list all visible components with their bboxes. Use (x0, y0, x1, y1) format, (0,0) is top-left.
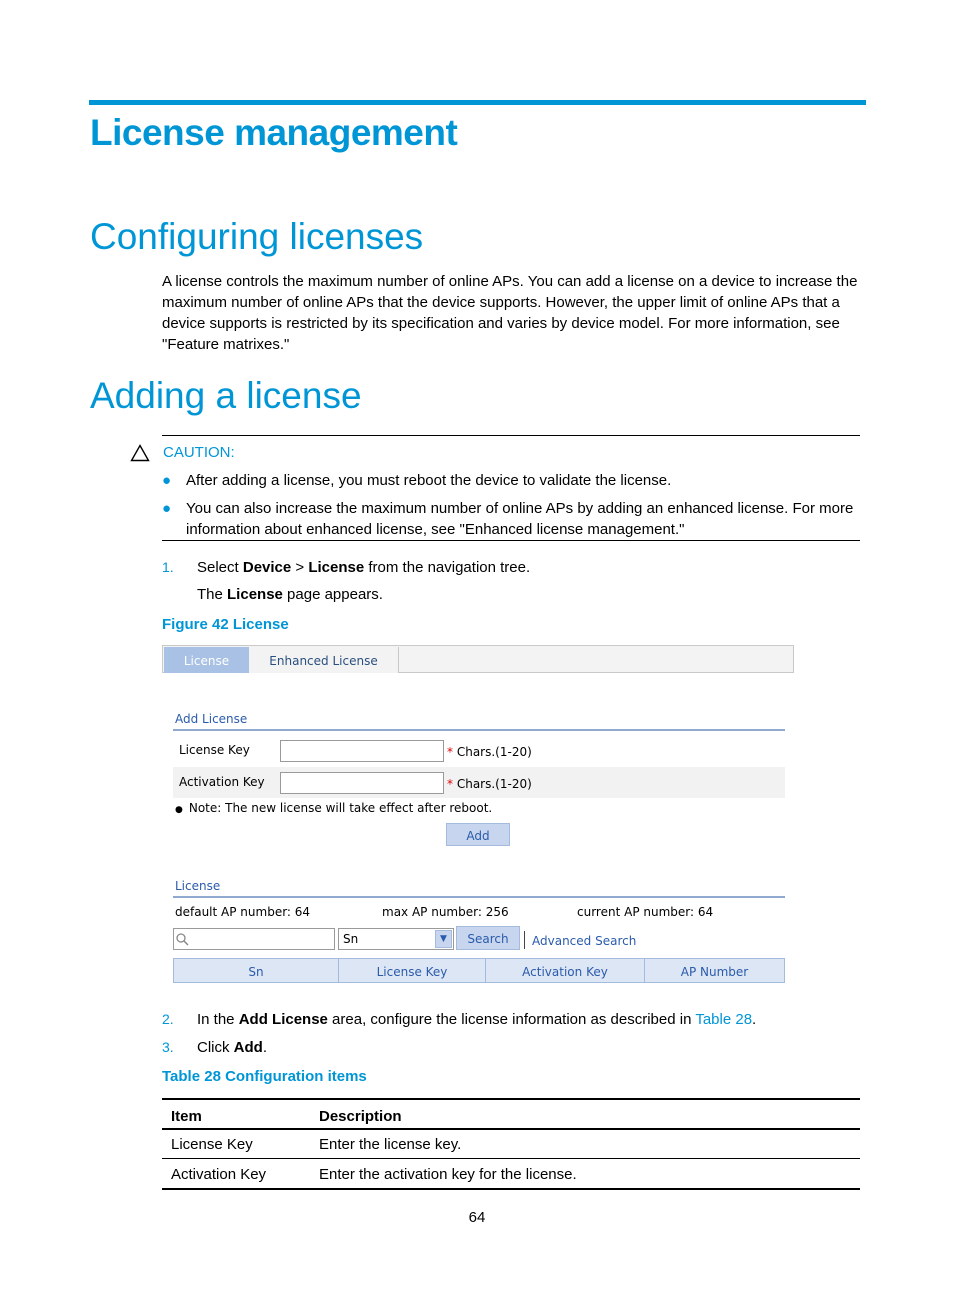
step-text-part: from the navigation tree. (364, 559, 531, 576)
caution-bullet (162, 470, 862, 491)
reboot-note (175, 801, 492, 815)
column-sn[interactable]: Sn (174, 959, 339, 982)
activation-key-label: Activation Key (179, 775, 265, 789)
step-text-part: > (291, 559, 309, 576)
step-text-part: . (262, 1039, 268, 1056)
column-activation-key[interactable]: Activation Key (486, 959, 645, 982)
step-text-part: . (752, 1011, 757, 1028)
note-bullet-icon: ● (175, 805, 183, 815)
tab-license[interactable]: License (164, 647, 249, 673)
step-number: 3. (162, 1039, 174, 1055)
hint-text: Chars.(1-20) (456, 745, 532, 759)
button-name: Add (233, 1039, 263, 1056)
search-button[interactable]: Search (456, 926, 520, 950)
license-key-input[interactable] (280, 740, 444, 762)
required-mark: * (447, 745, 453, 759)
caution-bullet (162, 498, 862, 540)
license-table-header (173, 958, 785, 983)
header-rule (162, 1128, 860, 1130)
required-mark: * (447, 777, 453, 791)
step-text (197, 1009, 756, 1030)
license-figure (162, 645, 794, 990)
license-key-row (173, 735, 785, 766)
figure-caption: Figure 42 License (162, 616, 289, 633)
caution-bullet-line: You can also increase the maximum number of online APs by adding an enhanced license. For more (186, 500, 854, 517)
section-title-configuring: Configuring licenses (90, 216, 424, 257)
header-description: Description (319, 1108, 402, 1125)
table-bottom-rule (162, 1188, 860, 1190)
caution-bullet-text: After adding a license, you must reboot the device to validate the license. (186, 472, 672, 489)
menu-license: License (308, 559, 365, 576)
chapter-title: License management (90, 112, 458, 153)
note-text: Note: The new license will take effect after reboot. (188, 801, 493, 815)
max-ap-number: max AP number: 256 (382, 905, 509, 919)
step-number: 1. (162, 559, 174, 575)
step-text-part: In the (197, 1011, 239, 1028)
current-ap-number: current AP number: 64 (577, 905, 714, 919)
select-value: Sn (343, 932, 359, 946)
row-item: Activation Key (171, 1166, 267, 1183)
hint-text: Chars.(1-20) (456, 777, 532, 791)
license-section-title: License (175, 879, 221, 893)
section-divider (173, 896, 785, 898)
separator (524, 931, 525, 949)
row-description: Enter the license key. (319, 1136, 462, 1153)
search-input[interactable] (173, 928, 335, 950)
section-title-adding: Adding a license (90, 375, 362, 416)
intro-line: maximum number of online APs that the device supports. However, the upper limit of online APs that a (162, 294, 840, 311)
table-28-link[interactable]: Table 28 (695, 1011, 753, 1028)
step-text-part: area, configure the license information as described in (327, 1011, 696, 1028)
chapter-top-rule (89, 100, 866, 105)
caution-bullet-line: information about enhanced license, see "Enhanced license management." (186, 521, 685, 538)
tab-bar (162, 645, 794, 673)
license-key-label: License Key (179, 743, 250, 757)
advanced-search-link[interactable]: Advanced Search (532, 934, 637, 948)
column-ap-number[interactable]: AP Number (680, 965, 749, 979)
page-name: License (227, 586, 283, 603)
step-text-part: Click (197, 1039, 234, 1056)
intro-line: device supports is restricted by its specification and varies by device model. For more information, see (162, 315, 840, 332)
intro-paragraph (162, 271, 864, 355)
caution-triangle-icon (130, 444, 150, 462)
caution-label: CAUTION: (163, 444, 235, 461)
step-text (197, 584, 383, 605)
page-number: 64 (468, 1209, 486, 1226)
default-ap-number: default AP number: 64 (175, 905, 311, 919)
step-text-part: The (197, 586, 228, 603)
activation-key-input[interactable] (280, 772, 444, 794)
caution-top-rule (162, 435, 860, 436)
caution-bullet-text (186, 498, 862, 540)
row-description: Enter the activation key for the license. (319, 1166, 577, 1183)
search-field-select[interactable] (338, 928, 454, 950)
add-license-section-title: Add License (175, 712, 248, 726)
menu-device: Device (242, 559, 292, 576)
column-license-key[interactable]: License Key (339, 959, 486, 982)
activation-key-row (173, 767, 785, 798)
step-number: 2. (162, 1011, 174, 1027)
area-name: Add License (238, 1011, 328, 1028)
caution-bottom-rule (162, 540, 860, 541)
chevron-down-icon[interactable]: ▼ (435, 930, 452, 948)
row-item: License Key (171, 1136, 253, 1153)
bullet-dot-icon: ● (162, 472, 172, 489)
intro-line: "Feature matrixes." (162, 336, 290, 353)
license-key-hint (447, 745, 532, 759)
intro-line: A license controls the maximum number of online APs. You can add a license on a device to increase the (162, 273, 858, 290)
bullet-dot-icon: ● (162, 500, 172, 517)
step-text-part: page appears. (282, 586, 383, 603)
activation-key-hint (447, 777, 532, 791)
step-text-part: Select (197, 559, 243, 576)
tab-enhanced-license[interactable]: Enhanced License (249, 647, 399, 673)
row-rule (162, 1158, 860, 1159)
search-icon (175, 932, 189, 946)
table-caption: Table 28 Configuration items (162, 1068, 367, 1085)
add-button[interactable]: Add (446, 823, 510, 846)
section-divider (173, 729, 785, 731)
step-text (197, 557, 530, 578)
table-top-rule (162, 1098, 860, 1100)
header-item: Item (171, 1108, 202, 1125)
step-text (197, 1037, 267, 1058)
